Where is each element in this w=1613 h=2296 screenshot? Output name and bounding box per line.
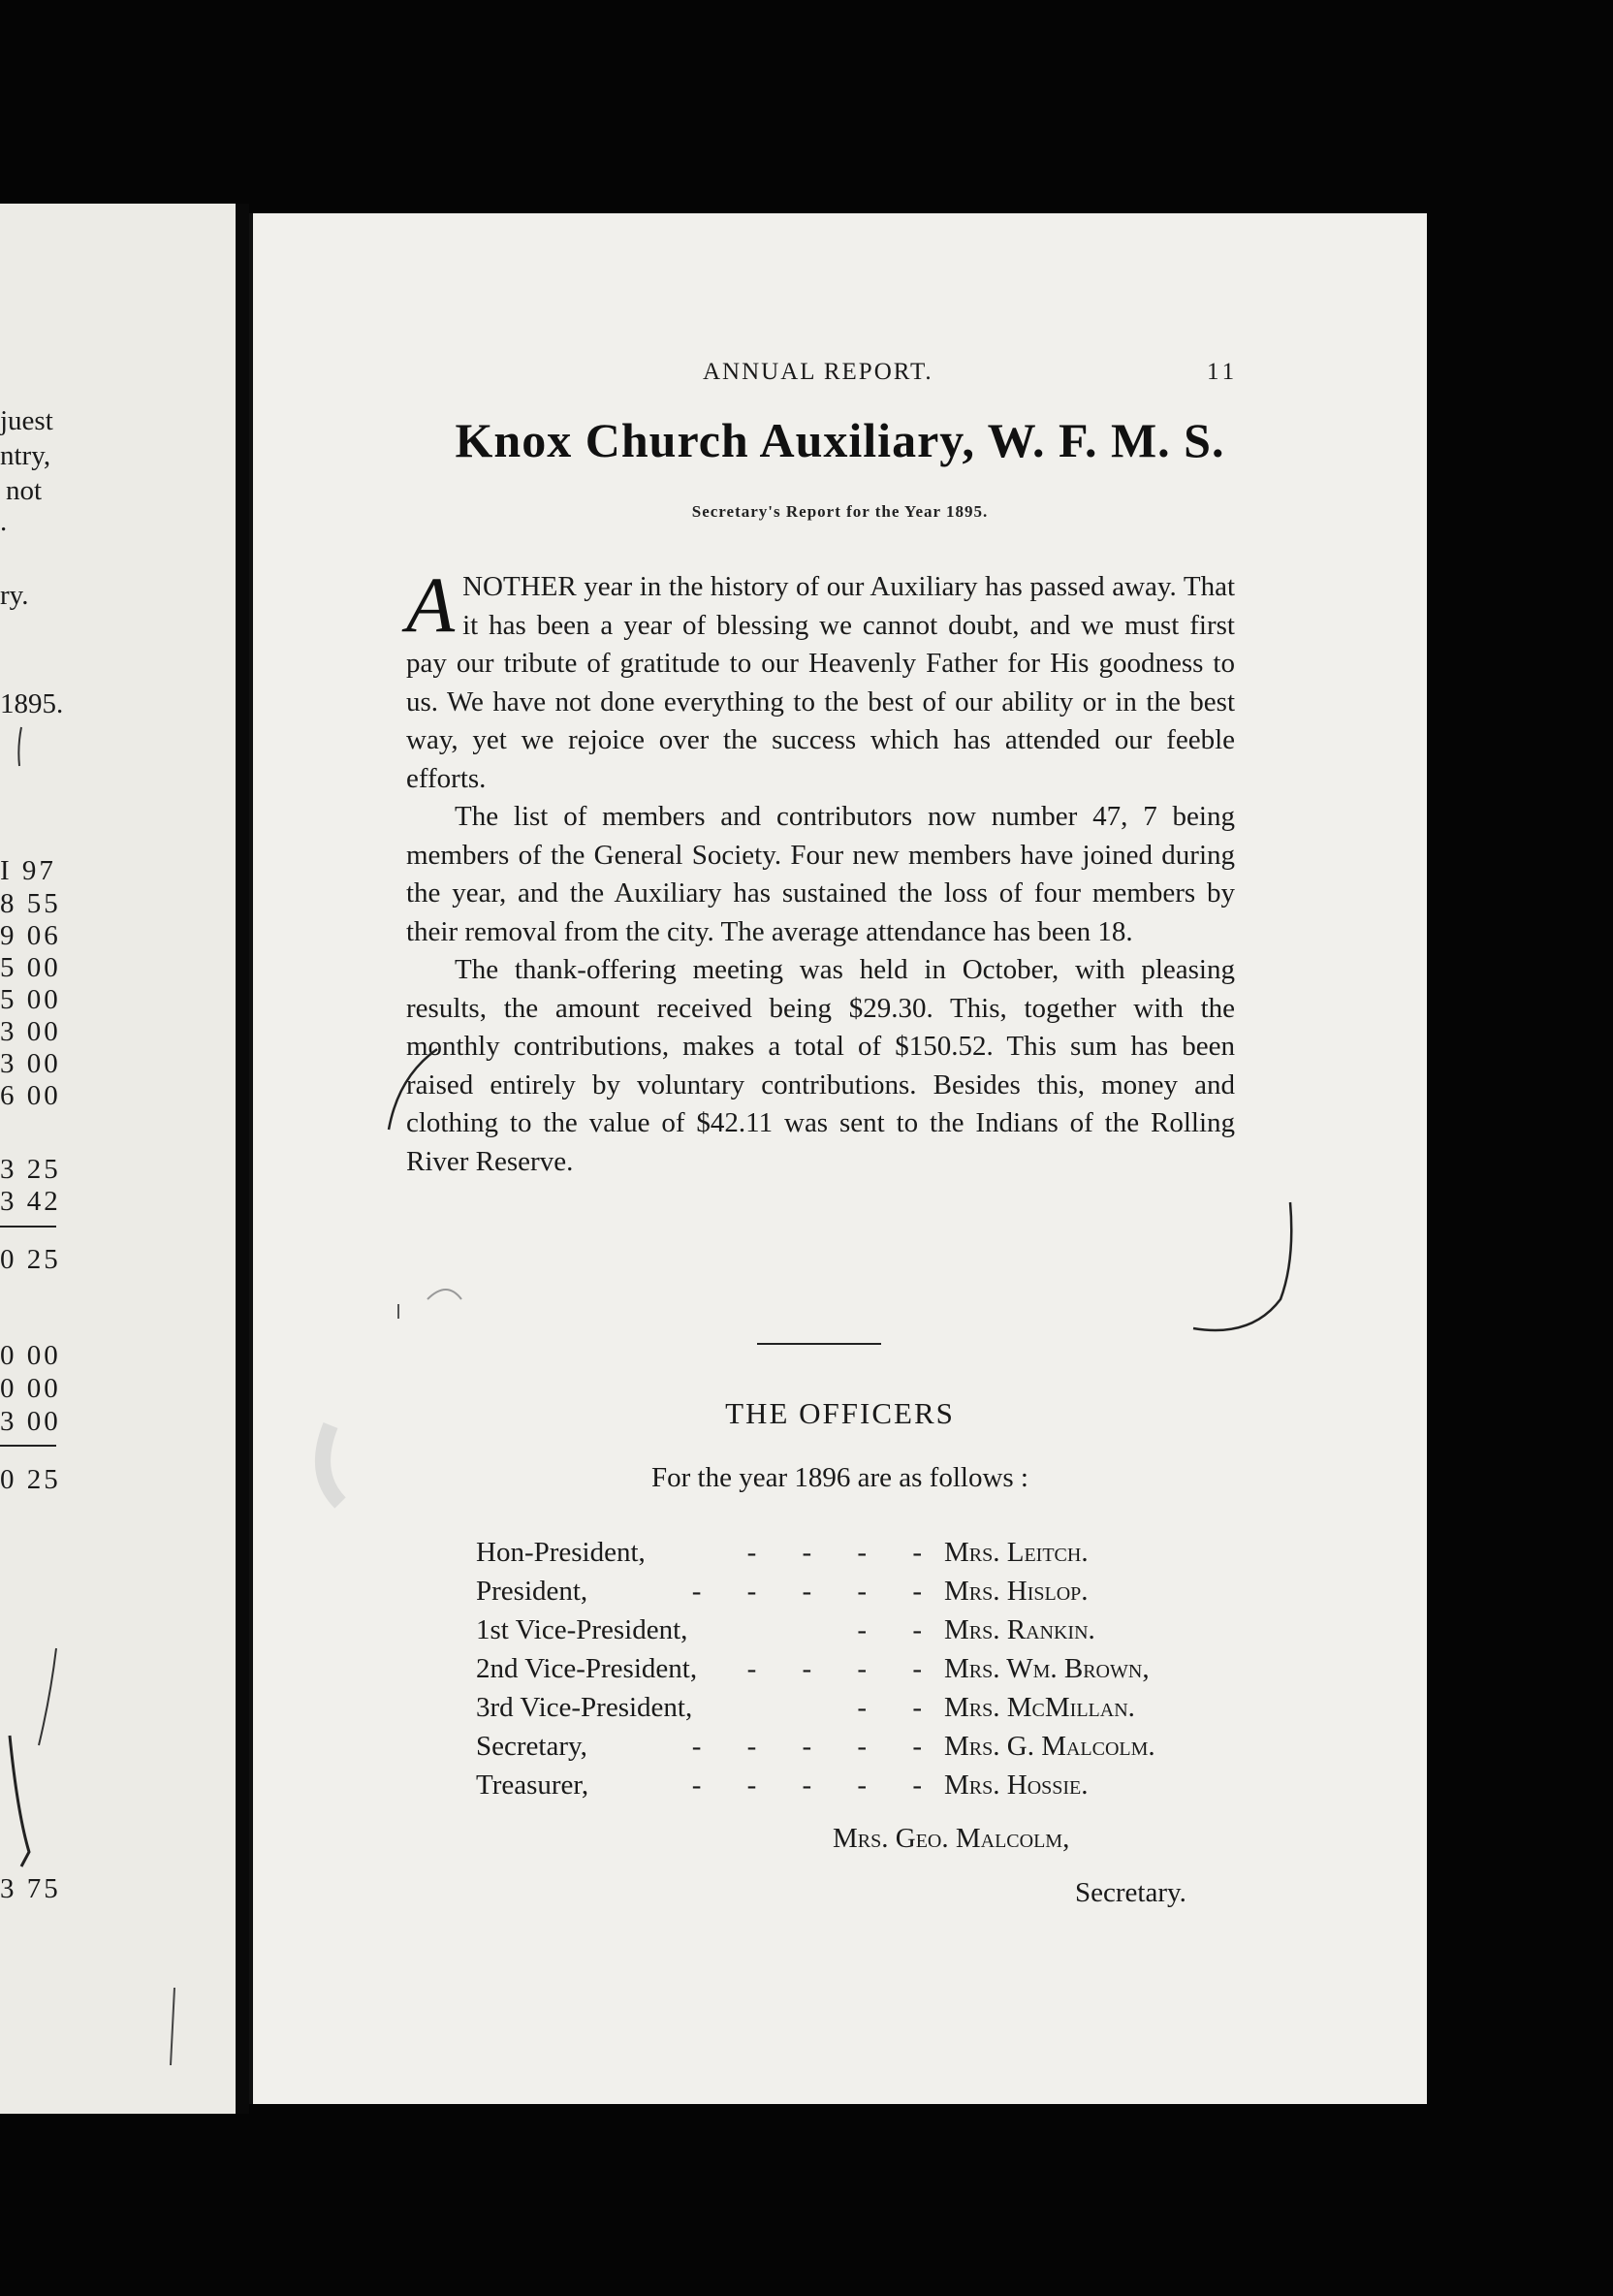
left-amount: 5 00 <box>0 984 61 1015</box>
officer-title: Treasurer, <box>476 1770 589 1801</box>
left-fragment: 1895. <box>0 688 64 719</box>
officer-leader: - - - - <box>746 1653 941 1684</box>
officer-title: 2nd Vice-President, <box>476 1653 698 1684</box>
right-page <box>249 213 1427 2104</box>
officer-name: Mrs. Hossie. <box>944 1770 1089 1801</box>
left-amount: 6 00 <box>0 1080 61 1111</box>
pencil-marks-left <box>0 204 236 2114</box>
signature-role: Secretary. <box>1075 1877 1186 1908</box>
officer-leader: - - - - - <box>691 1731 941 1762</box>
drop-cap: A <box>406 560 456 649</box>
left-amount: 9 06 <box>0 920 61 951</box>
officer-name: Mrs. Rankin. <box>944 1614 1095 1645</box>
officer-name: Mrs. Leitch. <box>944 1537 1089 1568</box>
left-amount: 0 25 <box>0 1464 61 1495</box>
officer-title: Secretary, <box>476 1731 587 1762</box>
officer-title: 3rd Vice-President, <box>476 1692 693 1723</box>
officer-leader: - - - - <box>746 1537 941 1568</box>
officer-name: Mrs. Hislop. <box>944 1576 1089 1607</box>
left-amount: 3 75 <box>0 1873 61 1904</box>
pencil-marks-right <box>253 213 1427 2104</box>
officer-name: Mrs. McMillan. <box>944 1692 1135 1723</box>
left-amount: 3 00 <box>0 1406 61 1437</box>
officer-leader: - - - - - <box>691 1576 941 1607</box>
book-gutter <box>236 204 249 2114</box>
left-fragment: juest <box>0 405 53 436</box>
left-amount: I 97 <box>0 855 56 886</box>
left-fragment: not <box>6 475 43 506</box>
left-amount: 3 42 <box>0 1186 61 1217</box>
officer-name: Mrs. Wm. Brown, <box>944 1653 1150 1684</box>
running-head: ANNUAL REPORT. <box>703 359 933 385</box>
officer-title: Hon-President, <box>476 1537 646 1568</box>
left-amount: 3 00 <box>0 1048 61 1079</box>
officers-heading: THE OFFICERS <box>725 1396 955 1430</box>
left-amount: 0 00 <box>0 1340 61 1371</box>
left-amount: 5 00 <box>0 952 61 983</box>
officer-title: 1st Vice-President, <box>476 1614 688 1645</box>
officer-leader: - - <box>857 1692 941 1723</box>
officer-leader: - - - - - <box>691 1770 941 1801</box>
paragraph-3: The thank-offering meeting was held in October, with pleasing results, the amount received being $29.30. This, together with the monthly contributions, makes a total of $150.52. This sum has been raised entirely by voluntary contributions. Besides this, money and clothing to the value of $42.11 was sent to the Indians of the Rolling River Reserve. <box>406 954 1235 1177</box>
left-amount: 3 00 <box>0 1016 61 1047</box>
left-fragment: . <box>0 506 8 537</box>
officer-leader: - - <box>857 1614 941 1645</box>
signature-name: Mrs. Geo. Malcolm, <box>833 1823 1070 1854</box>
left-amount: 8 55 <box>0 888 61 919</box>
left-amount: 0 25 <box>0 1244 61 1275</box>
officer-title: President, <box>476 1576 588 1607</box>
officers-intro: For the year 1896 are as follows : <box>651 1462 1028 1493</box>
paragraph-1-text: NOTHER year in the history of our Auxiliary has passed away. That it has been a year of blessing we cannot doubt, and we must first pay our tribute of gratitude to our Heavenly Father for His goodness to us. We have not done everything to the best of our ability or in the best way, yet we rejoice over the success which has attended our feeble efforts. <box>406 571 1235 794</box>
page-number: 11 <box>1207 359 1239 385</box>
officer-name: Mrs. G. Malcolm. <box>944 1731 1155 1762</box>
left-amount: 3 25 <box>0 1154 61 1185</box>
left-fragment: ry. <box>0 580 29 611</box>
paragraph-2: The list of members and contributors now number 47, 7 being members of the General Society. Four new members have joined during the year, and the Auxiliary has sustained the loss of four members by their removal from the city. The average attendance has been 18. <box>406 801 1235 947</box>
left-amount: 0 00 <box>0 1373 61 1404</box>
left-facing-page <box>0 204 236 2114</box>
left-fragment: ntry, <box>0 440 51 471</box>
report-subtitle: Secretary's Report for the Year 1895. <box>691 502 989 521</box>
report-title: Knox Church Auxiliary, W. F. M. S. <box>455 413 1225 467</box>
